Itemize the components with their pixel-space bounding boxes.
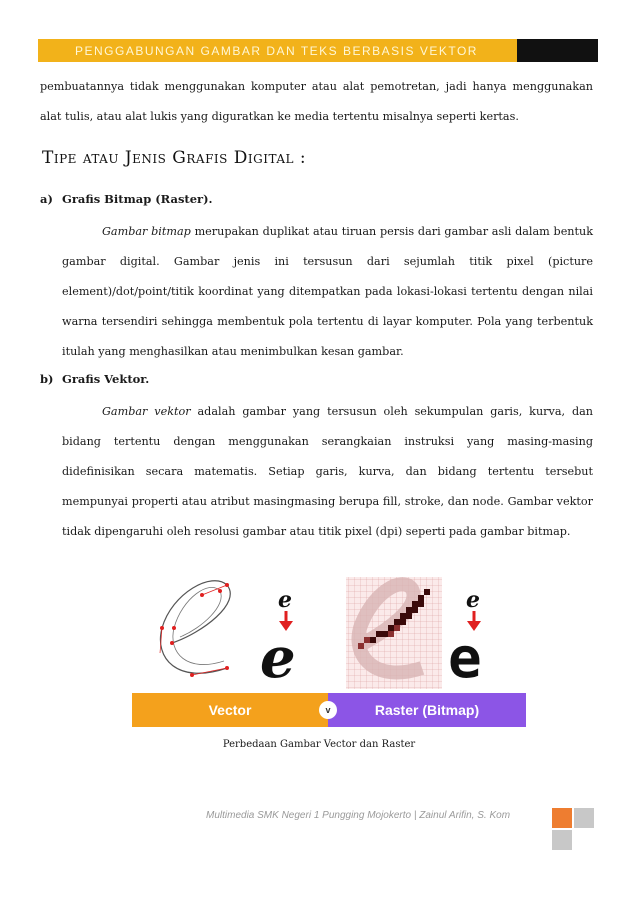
vector-label-band <box>132 693 328 727</box>
header-title: PENGGABUNGAN GAMBAR DAN TEKS BERBASIS VEKTOR <box>75 43 478 58</box>
raster-large-e: e <box>448 626 482 691</box>
figure-illustration <box>132 573 526 693</box>
section-title: Tipe atau Jenis Grafis Digital : <box>42 148 307 168</box>
item-title: Grafis Bitmap (Raster). <box>62 192 213 206</box>
paragraph-vector <box>62 397 593 547</box>
header-dark-block <box>515 39 598 62</box>
vector-label: Vector <box>208 702 252 718</box>
term: Gambar bitmap <box>102 225 191 238</box>
vector-outline-e <box>160 581 230 677</box>
raster-pixel-e <box>346 577 442 689</box>
figure-caption: Perbedaan Gambar Vector dan Raster <box>222 739 416 750</box>
item-label: b) <box>40 372 54 386</box>
page-header <box>38 39 598 62</box>
paragraph-body: merupakan duplikat atau tiruan persis dari gambar asli dalam bentuk gambar digital. Gambar jenis ini tersusun dari sejumlah titik pixel (picture element)/dot/point/titik koordinat yang ditempatkan pada lokasi-lokasi tertentu dengan nilai warna tersendiri sehingga membentuk pola tertentu di layar komputer. Pola yang terbentuk itulah yang menghasilkan atau menimbulkan kesan gambar. <box>62 225 593 358</box>
raster-label: Raster (Bitmap) <box>374 702 480 718</box>
vector-raster-figure <box>132 573 526 728</box>
versus-badge: v <box>319 701 337 719</box>
item-title: Grafis Vektor. <box>62 372 150 386</box>
raster-label-band <box>328 693 526 727</box>
term: Gambar vektor <box>102 405 191 418</box>
vector-small-e: e <box>278 587 292 613</box>
intro-paragraph: pembuatannya tidak menggunakan komputer atau alat pemotretan, jadi hanya menggunakan alat tulis, atau alat lukis yang diguratkan ke media tertentu misalnya seperti kertas. <box>40 80 593 123</box>
footer-grey-square <box>574 808 594 828</box>
header-title-band <box>38 39 515 62</box>
vector-large-e: e <box>260 625 296 691</box>
raster-small-e: e <box>466 587 480 613</box>
item-heading-vector <box>40 372 149 386</box>
footer-orange-square <box>552 808 572 828</box>
footer-grey-square-lower <box>552 830 572 850</box>
paragraph-body: adalah gambar yang tersusun oleh sekumpulan garis, kurva, dan bidang tertentu dengan menggunakan serangkaian instruksi yang masing-masing didefinisikan secara matematis. Setiap garis, kurva, dan bidang tertentu tersebut mempunyai properti atau atribut masingmasing berupa fill, stroke, dan node. Gambar vektor tidak dipengaruhi oleh resolusi gambar atau titik pixel (dpi) seperti pada gambar bitmap. <box>62 405 593 538</box>
item-label: a) <box>40 192 53 206</box>
item-heading-bitmap <box>40 192 213 206</box>
paragraph-bitmap <box>62 217 593 367</box>
page-footer: Multimedia SMK Negeri 1 Pungging Mojokerto | Zainul Arifin, S. Kom <box>206 810 511 821</box>
